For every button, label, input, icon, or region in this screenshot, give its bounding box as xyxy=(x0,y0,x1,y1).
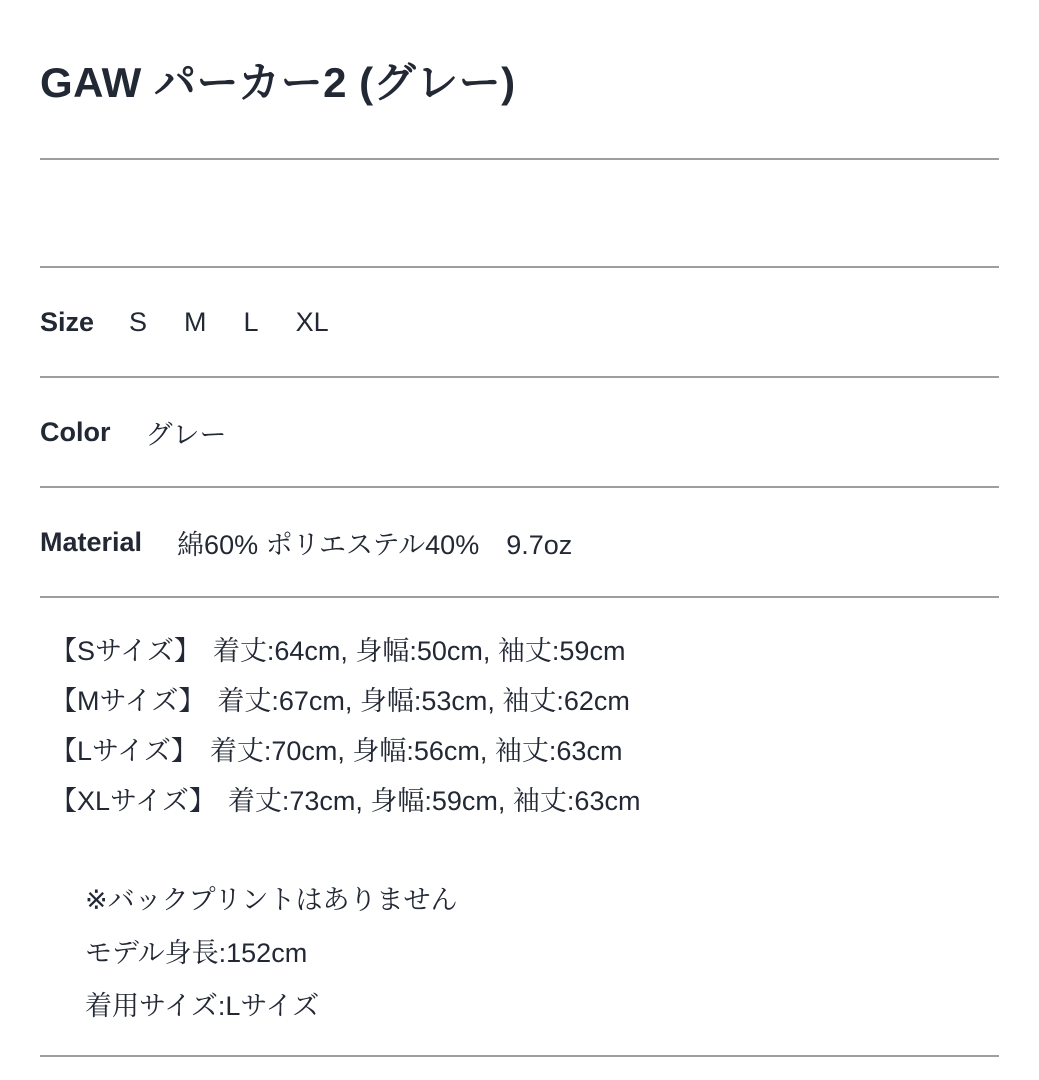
measurement-row xyxy=(50,626,999,676)
size-option: XL xyxy=(295,306,329,337)
measurement-row xyxy=(50,776,999,826)
note-line: ※バックプリントはありません xyxy=(85,885,458,915)
product-title: GAW パーカー2 (グレー) xyxy=(40,59,516,106)
measurement-row xyxy=(50,676,999,726)
measurement-size: 【Lサイズ】 xyxy=(50,736,198,766)
color-value: グレー xyxy=(145,419,227,450)
measurement-list xyxy=(40,598,999,826)
measurement-details: 着丈:70cm, 身幅:56cm, 袖丈:63cm xyxy=(209,736,623,766)
measurement-details: 着丈:73cm, 身幅:59cm, 袖丈:63cm xyxy=(227,786,641,816)
empty-row xyxy=(40,160,999,266)
material-value: 綿60% ポリエステル40% 9.7oz xyxy=(177,529,573,560)
material-label: Material xyxy=(40,526,143,557)
measurement-size: 【Mサイズ】 xyxy=(50,686,206,716)
spec-row-color xyxy=(40,378,999,486)
measurement-row xyxy=(50,726,999,776)
color-label: Color xyxy=(40,416,111,447)
spec-row-material xyxy=(40,488,999,596)
size-option: L xyxy=(243,306,259,337)
measurement-details: 着丈:67cm, 身幅:53cm, 袖丈:62cm xyxy=(217,686,630,716)
note-line: モデル身長:152cm xyxy=(85,938,308,968)
size-option: M xyxy=(184,306,207,337)
size-option: S xyxy=(129,306,148,337)
note-line: 着用サイズ:Lサイズ xyxy=(85,991,320,1021)
size-options xyxy=(129,307,329,338)
measurement-size: 【XLサイズ】 xyxy=(50,786,216,816)
divider xyxy=(40,1055,999,1057)
measurement-size: 【Sサイズ】 xyxy=(50,636,201,666)
notes xyxy=(40,874,999,1033)
measurement-details: 着丈:64cm, 身幅:50cm, 袖丈:59cm xyxy=(212,636,626,666)
size-label: Size xyxy=(40,306,95,337)
spec-row-size xyxy=(40,268,999,376)
